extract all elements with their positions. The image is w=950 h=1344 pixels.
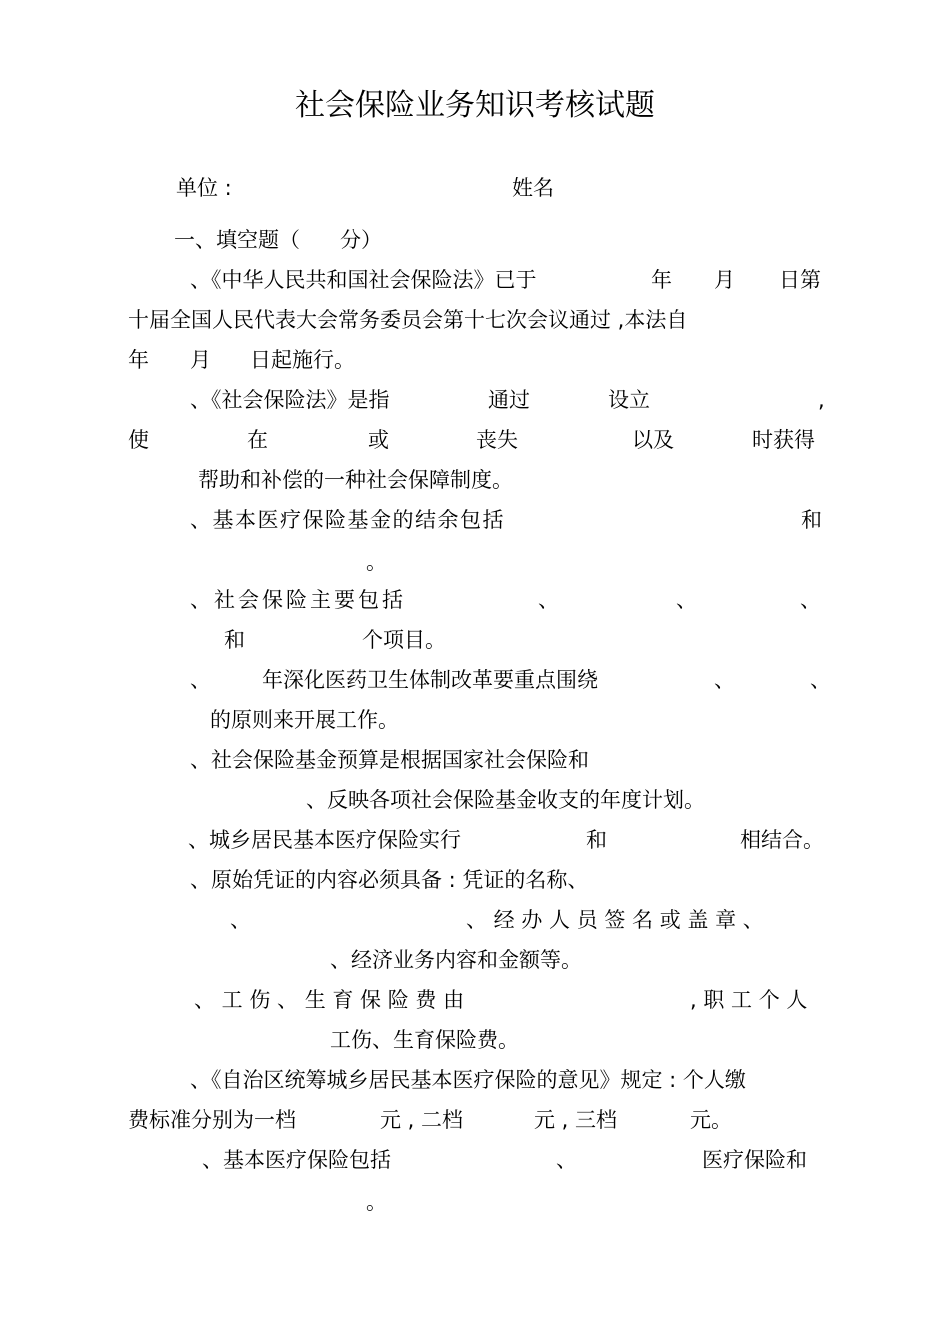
q2-text: 、《社会保险法》是指 <box>190 388 390 412</box>
q5-line2: 的原则来开展工作。 <box>210 708 399 732</box>
q5-sep2: 、 <box>810 668 831 692</box>
q2-establish: 设立 <box>608 388 650 412</box>
q7-text: 、城乡居民基本医疗保险实行 <box>188 828 461 852</box>
q11-text2: 医疗保险和 <box>702 1148 807 1172</box>
document-title: 社会保险业务知识考核试题 <box>295 88 655 123</box>
q5-sep1: 、 <box>714 668 735 692</box>
q2-l2-a: 使 <box>128 428 149 452</box>
q4-sep2: 、 <box>676 588 697 612</box>
q5-mark: 、 <box>190 668 211 692</box>
q1-l3-year: 年 <box>128 348 149 372</box>
q1-month: 月 <box>714 268 735 292</box>
q1-text: 、《中华人民共和国社会保险法》已于 <box>190 268 537 292</box>
q8-line3: 、经济业务内容和金额等。 <box>330 948 582 972</box>
q9-worker: , 职 工 个 人 <box>690 988 808 1012</box>
q11-end: 。 <box>366 1190 387 1214</box>
q10-line1: 、《自治区统筹城乡居民基本医疗保险的意见》规定 : 个人缴 <box>190 1068 746 1092</box>
q1-line2: 十届全国人民代表大会常务委员会第十七次会议通过 ,本法自 <box>128 308 688 332</box>
q4-sep3: 、 <box>800 588 821 612</box>
q10-l2-d: 元。 <box>690 1108 732 1132</box>
q2-l2-b: 在 <box>247 428 268 452</box>
unit-label: 单位 : <box>176 176 232 200</box>
q8-l2-text: 、 经 办 人 员 签 名 或 盖 章 、 <box>466 908 764 932</box>
q2-l2-d: 丧失 <box>476 428 518 452</box>
q7-and: 和 <box>586 828 607 852</box>
q2-l2-f: 时获得 <box>752 428 815 452</box>
q1-day: 日第 <box>779 268 821 292</box>
q11-sep: 、 <box>556 1148 577 1172</box>
q9-text: 、 工 伤 、 生 育 保 险 费 由 <box>194 988 465 1012</box>
q6-line2: 、反映各项社会保险基金收支的年度计划。 <box>306 788 705 812</box>
q9-line2: 工伤、生育保险费。 <box>330 1028 519 1052</box>
q10-l2-b: 元 , 二档 <box>380 1108 464 1132</box>
q2-comma: , <box>818 388 825 412</box>
q1-l3-month: 月 <box>190 348 211 372</box>
q3-and: 和 <box>801 508 822 532</box>
q6-line1: 、社会保险基金预算是根据国家社会保险和 <box>190 748 589 772</box>
q1-l3-end: 日起施行。 <box>250 348 355 372</box>
q2-line3: 帮助和补偿的一种社会保障制度。 <box>198 468 513 492</box>
q2-l2-c: 或 <box>368 428 389 452</box>
q4-l2-and: 和 <box>224 628 245 652</box>
q4-l2-items: 个项目。 <box>362 628 446 652</box>
q3-end: 。 <box>366 550 387 574</box>
q4-text: 、社会保险主要包括 <box>190 588 406 612</box>
q10-l2-c: 元 , 三档 <box>534 1108 618 1132</box>
q3-text: 、基本医疗保险基金的结余包括 <box>190 508 505 532</box>
q5-text: 年深化医药卫生体制改革要重点围绕 <box>262 668 598 692</box>
name-label: 姓名 <box>512 176 554 200</box>
q7-end: 相结合。 <box>740 828 824 852</box>
q8-l2-sep: 、 <box>230 908 251 932</box>
q2-l2-e: 以及 <box>632 428 674 452</box>
q2-through: 通过 <box>488 388 530 412</box>
q4-sep1: 、 <box>538 588 559 612</box>
q8-line1: 、原始凭证的内容必须具备 : 凭证的名称、 <box>190 868 589 892</box>
section-heading: 一、填空题（ 分） <box>174 228 383 252</box>
q1-year: 年 <box>651 268 672 292</box>
q10-l2-a: 费标准分别为一档 <box>128 1108 296 1132</box>
q11-text: 、基本医疗保险包括 <box>202 1148 391 1172</box>
